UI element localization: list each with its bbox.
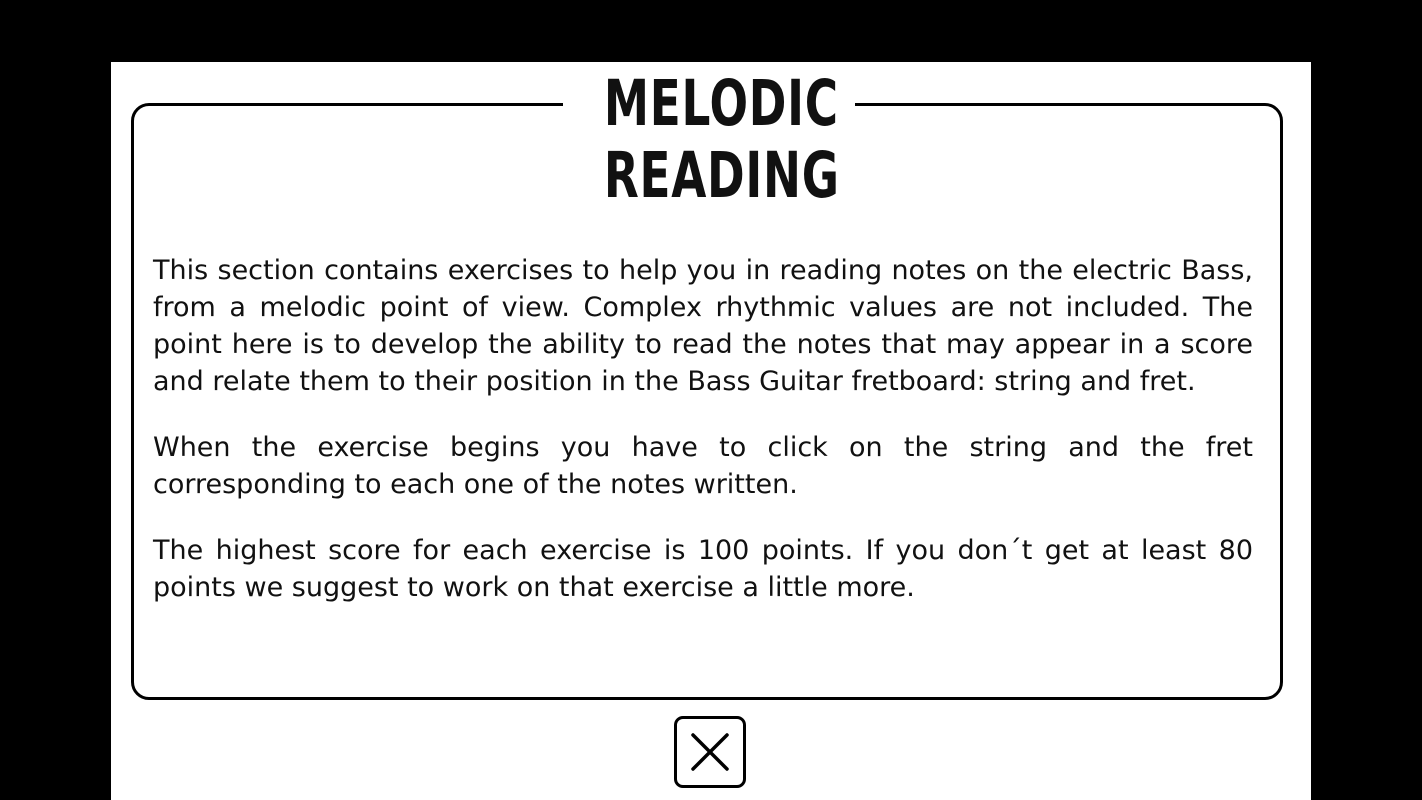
title-line-1: MELODIC bbox=[603, 67, 839, 140]
dialog-body bbox=[153, 252, 1253, 635]
close-x-icon bbox=[689, 731, 731, 773]
paragraph-intro: This section contains exercises to help you in reading notes on the electric Bass, from a melodic point of view. Complex rhythmic values are not included. The point here is to develop the ability to read the notes that may appear in a score and relate them to their position in the Bass Guitar fretboard: string and fret. bbox=[153, 255, 1253, 397]
info-dialog bbox=[111, 62, 1311, 800]
paragraph-instructions: When the exercise begins you have to click on the string and the fret corresponding to each one of the notes written. bbox=[153, 432, 1253, 500]
dialog-title bbox=[563, 62, 855, 212]
title-line-2: READING bbox=[603, 139, 840, 212]
paragraph-scoring: The highest score for each exercise is 100 points. If you don´t get at least 80 points we suggest to work on that exercise a little more. bbox=[153, 535, 1253, 603]
close-button[interactable] bbox=[674, 716, 746, 788]
